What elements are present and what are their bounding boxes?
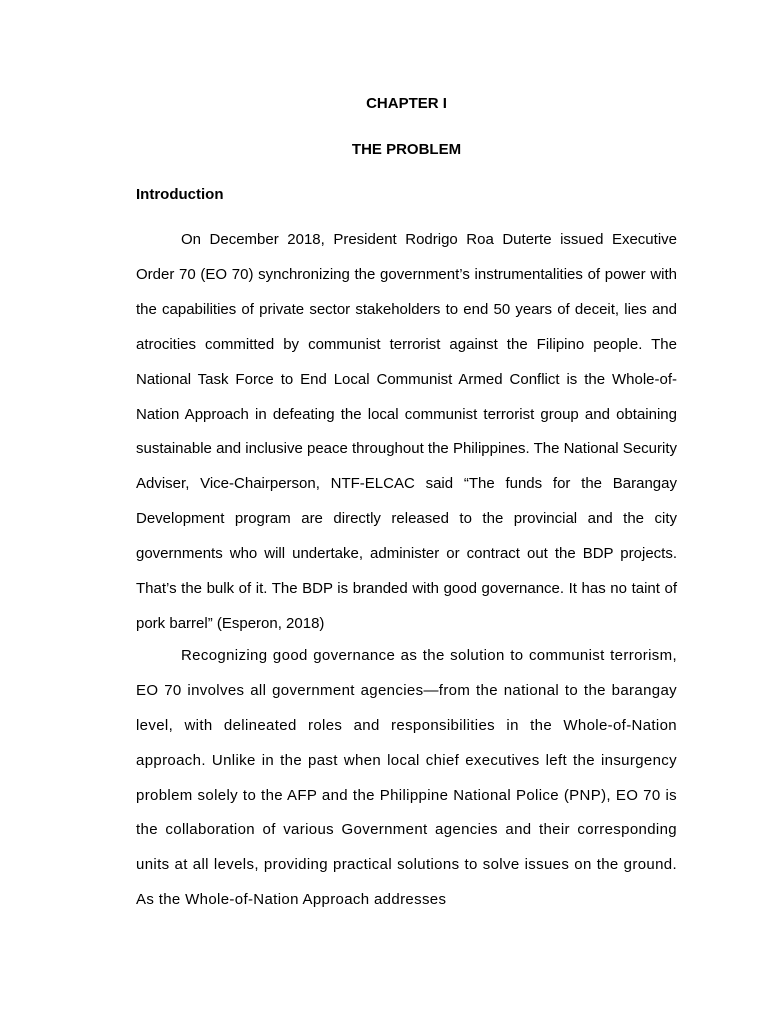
page-content bbox=[136, 88, 677, 918]
paragraph: On December 2018, President Rodrigo Roa Duterte issued Executive Order 70 (EO 70) synchronizing the government’s instrumentalities of power with the capabilities of private sector stakeholders to end 50 years of deceit, lies and atrocities committed by communist terrorist against the Filipino people. The National Task Force to End Local Communist Armed Conflict is the Whole-of-Nation Approach in defeating the local communist terrorist group and obtaining sustainable and inclusive peace throughout the Philippines. The National Security Adviser, Vice-Chairperson, NTF-ELCAC said “The funds for the Barangay Development program are directly released to the provincial and the city governments who will undertake, administer or contract out the BDP projects. That’s the bulk of it. The BDP is branded with good governance. It has no taint of pork barrel” (Esperon, 2018) bbox=[136, 231, 677, 632]
chapter-title: THE PROBLEM bbox=[351, 141, 462, 158]
paragraph: Recognizing good governance as the solution to communist terrorism, EO 70 involves all government agencies—from the national to the barangay level, with delineated roles and responsibilities in the Whole-of-Nation approach. Unlike in the past when local chief executives left the insurgency problem solely to the AFP and the Philippine National Police (PNP), EO 70 is the collaboration of various Government agencies and their corresponding units at all levels, providing practical solutions to solve issues on the ground. As the Whole-of-Nation Approach addresses bbox=[136, 646, 677, 909]
chapter-heading: CHAPTER I bbox=[366, 95, 447, 112]
section-heading: Introduction bbox=[136, 186, 224, 203]
